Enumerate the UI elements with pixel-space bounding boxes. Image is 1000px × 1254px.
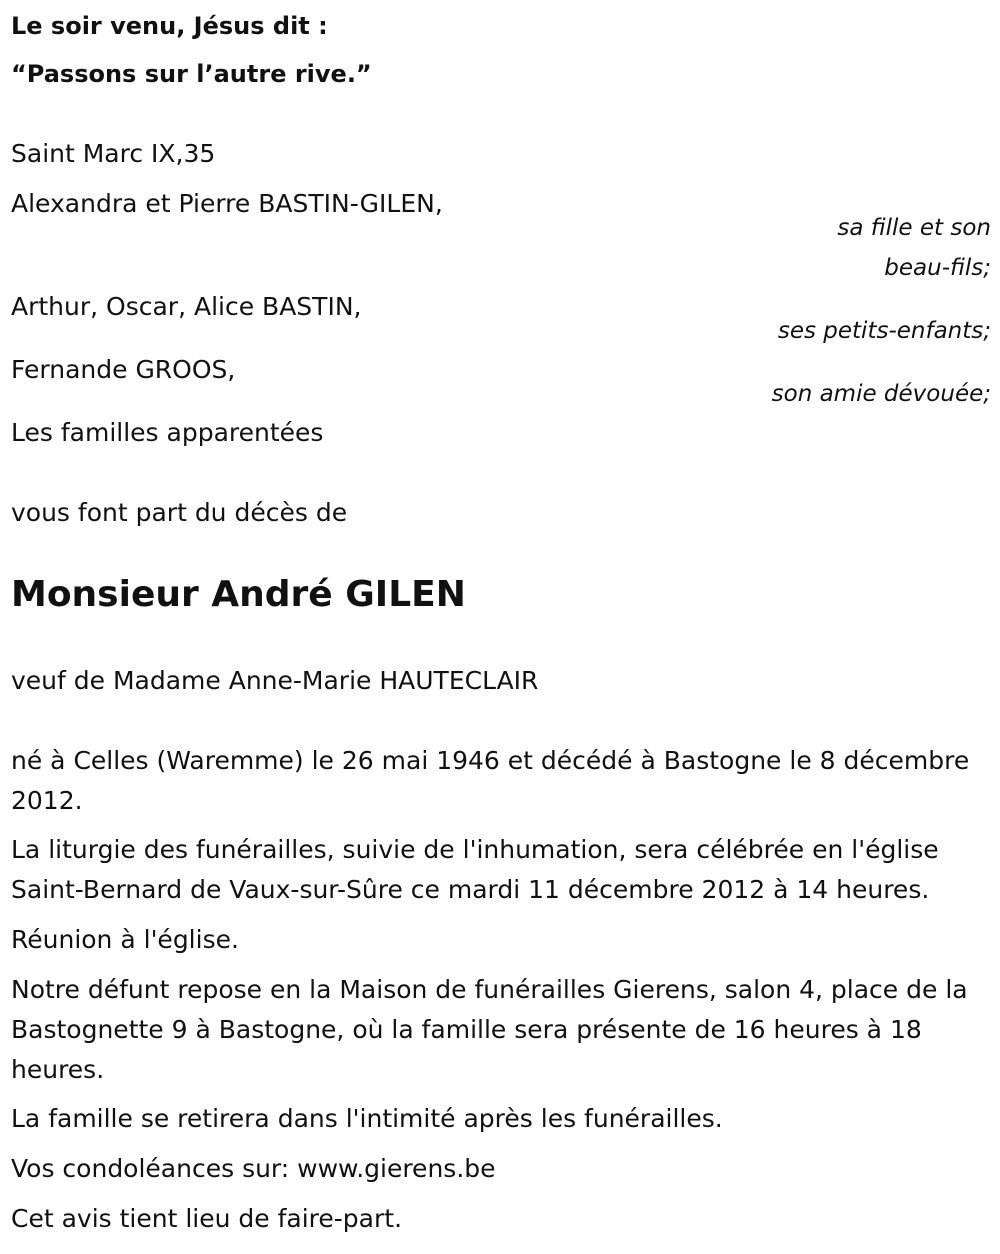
- announcement-text: vous font part du décès de: [11, 498, 348, 527]
- verse-line-2: “Passons sur l’autre rive.”: [11, 60, 372, 88]
- verse-reference: Saint Marc IX,35: [11, 139, 216, 168]
- resting-place-paragraph: Notre défunt repose en la Maison de funérailles Gierens, salon 4, place de la Bastognette 9 à Bastogne, où la famille sera présente de 16 heures à 18 heures.: [11, 975, 968, 1084]
- funeral-liturgy-paragraph: La liturgie des funérailles, suivie de l'inhumation, sera célébrée en l'église Saint-Bernard de Vaux-sur-Sûre ce mardi 11 décembre 2012 à 14 heures.: [11, 835, 939, 904]
- deceased-spouse: veuf de Madame Anne-Marie HAUTECLAIR: [11, 666, 539, 695]
- role-grandchildren: ses petits-enfants;: [777, 318, 991, 344]
- family-member-friend: Fernande GROOS,: [11, 355, 236, 384]
- role-daughter-line-1: sa fille et son: [837, 215, 991, 241]
- role-daughter-line-2: beau-fils;: [884, 255, 991, 281]
- gathering-paragraph: Réunion à l'église.: [11, 925, 239, 954]
- obituary-notice: [11, 0, 991, 1254]
- deceased-name: Monsieur André GILEN: [11, 574, 466, 615]
- birth-death-paragraph: né à Celles (Waremme) le 26 mai 1946 et décédé à Bastogne le 8 décembre 2012.: [11, 746, 970, 815]
- role-friend: son amie dévouée;: [771, 381, 991, 407]
- privacy-paragraph: La famille se retirera dans l'intimité après les funérailles.: [11, 1104, 723, 1133]
- verse-line-1: Le soir venu, Jésus dit :: [11, 12, 328, 40]
- family-member-grandchildren: Arthur, Oscar, Alice BASTIN,: [11, 292, 362, 321]
- family-member-daughter: Alexandra et Pierre BASTIN-GILEN,: [11, 189, 443, 218]
- condolences-paragraph: Vos condoléances sur: www.gierens.be: [11, 1154, 496, 1183]
- notice-paragraph: Cet avis tient lieu de faire-part.: [11, 1204, 403, 1233]
- family-member-relatives: Les familles apparentées: [11, 418, 324, 447]
